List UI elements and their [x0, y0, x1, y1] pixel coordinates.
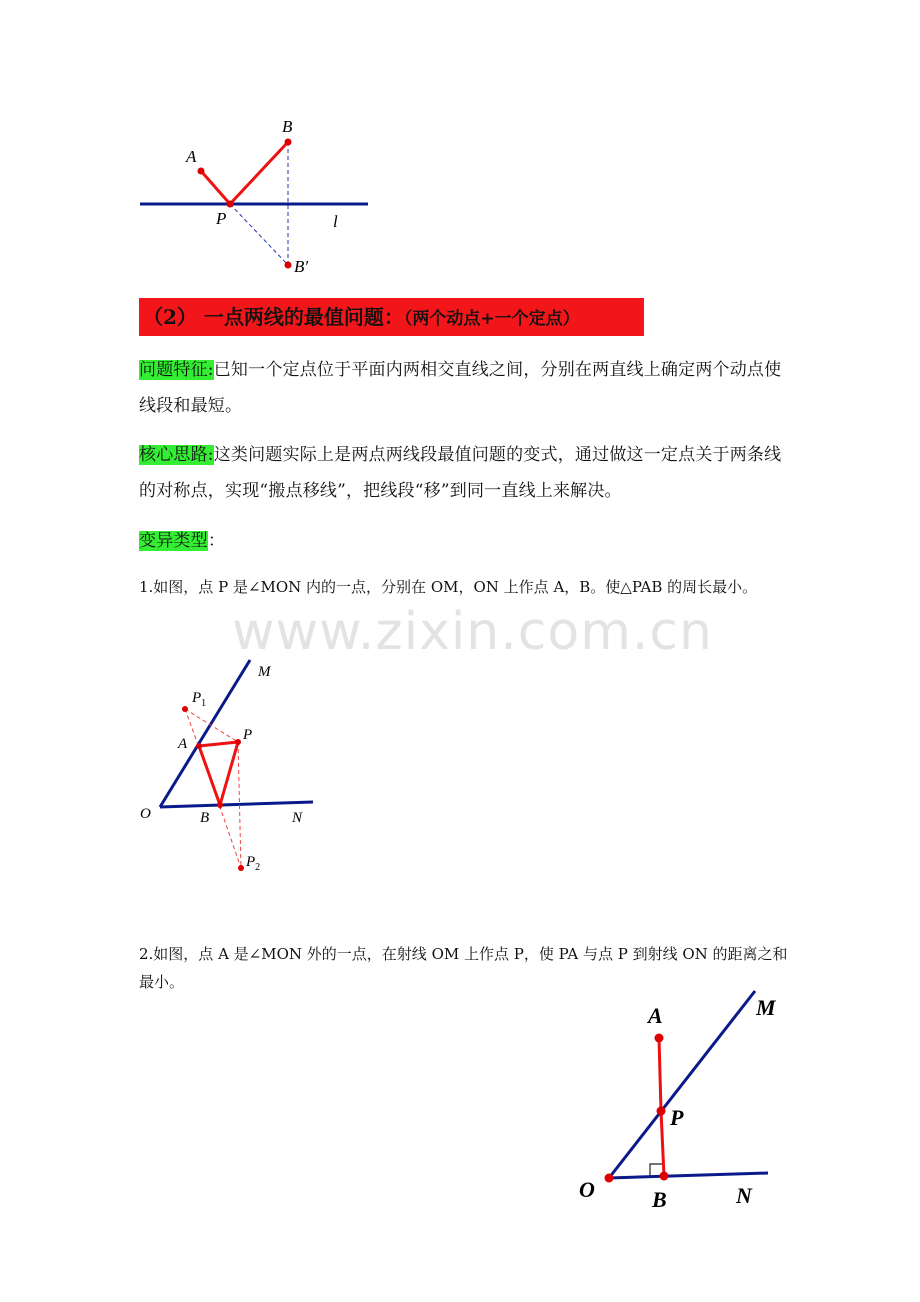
- label-n: N: [292, 810, 303, 826]
- segment-ap: [201, 171, 230, 204]
- point-p2: [238, 865, 244, 871]
- label-n: N: [736, 1183, 752, 1208]
- label-p2-subscript: 2: [255, 862, 261, 873]
- variant-types: [139, 523, 789, 559]
- point-a: [198, 168, 205, 175]
- point-p: [657, 1107, 666, 1116]
- dashed-pb-prime: [230, 204, 288, 265]
- ray-om: [609, 991, 755, 1178]
- figure-reflection-line: [130, 110, 390, 280]
- core-idea: [139, 437, 789, 509]
- dashed-p1-p: [185, 709, 238, 742]
- point-p: [227, 201, 234, 208]
- section-subtitle: （两个动点+一个定点）: [403, 309, 580, 329]
- point-b: [660, 1172, 669, 1181]
- point-b-prime: [285, 262, 292, 269]
- point-a: [655, 1034, 664, 1043]
- label-p: P: [243, 727, 253, 743]
- segment-pb: [230, 142, 288, 204]
- segment-pb: [661, 1111, 664, 1176]
- label-o: O: [579, 1177, 595, 1202]
- figure-perpendicular-distance: [570, 985, 800, 1215]
- label-b: B: [282, 117, 293, 136]
- label-p2: $P_2$: [246, 854, 261, 873]
- label-b: B: [652, 1187, 667, 1212]
- ray-om: [160, 660, 253, 807]
- label-m: M: [258, 664, 271, 680]
- section-banner: [139, 298, 644, 336]
- core-idea-label: 核心思路:: [139, 445, 214, 465]
- label-a: A: [648, 1003, 663, 1028]
- features-text: 已知一个定点位于平面内两相交直线之间，分别在两直线上确定两个动点使线段和最短。: [139, 360, 782, 416]
- label-l: l: [333, 212, 338, 231]
- features-label: 问题特征:: [139, 360, 214, 380]
- point-b: [285, 139, 292, 146]
- label-a: A: [186, 147, 197, 166]
- variants-colon: ：: [207, 531, 226, 551]
- ray-on: [609, 1173, 768, 1178]
- point-p1: [182, 706, 188, 712]
- label-b-prime: B′: [294, 257, 309, 276]
- label-b: B: [200, 810, 210, 826]
- point-o: [605, 1174, 614, 1183]
- variants-label: 变异类型: [139, 531, 208, 551]
- triangle-pab: [199, 742, 238, 805]
- label-p: P: [670, 1105, 684, 1130]
- label-p: P: [216, 209, 227, 228]
- label-a: A: [178, 736, 188, 752]
- label-m: M: [756, 995, 776, 1020]
- point-b: [217, 802, 223, 808]
- label-o: O: [140, 806, 151, 822]
- problem-1-text: 1.如图，点 P 是∠MON 内的一点，分别在 OM，ON 上作点 A，B。使△PAB 的周长最小。: [139, 578, 758, 596]
- problem-2-text: 2.如图，点 A 是∠MON 外的一点，在射线 OM 上作点 P，使 PA 与点 P 到射线 ON 的距离之和最小。: [139, 945, 788, 991]
- label-p1: $P_1$: [192, 690, 207, 709]
- point-a: [196, 743, 202, 749]
- section-title: （2） 一点两线的最值问题：: [143, 305, 404, 329]
- ray-on: [160, 802, 313, 807]
- watermark: www.zixin.com.cn: [232, 602, 713, 662]
- label-p1-subscript: 1: [201, 698, 207, 709]
- problem-features: [139, 352, 789, 424]
- segment-ap: [659, 1038, 661, 1111]
- core-idea-text: 这类问题实际上是两点两线段最值问题的变式，通过做这一定点关于两条线的对称点，实现“搬点移线”，把线段“移”到同一直线上来解决。: [139, 445, 782, 501]
- point-p: [235, 739, 241, 745]
- figure-triangle-reflection: [130, 650, 330, 880]
